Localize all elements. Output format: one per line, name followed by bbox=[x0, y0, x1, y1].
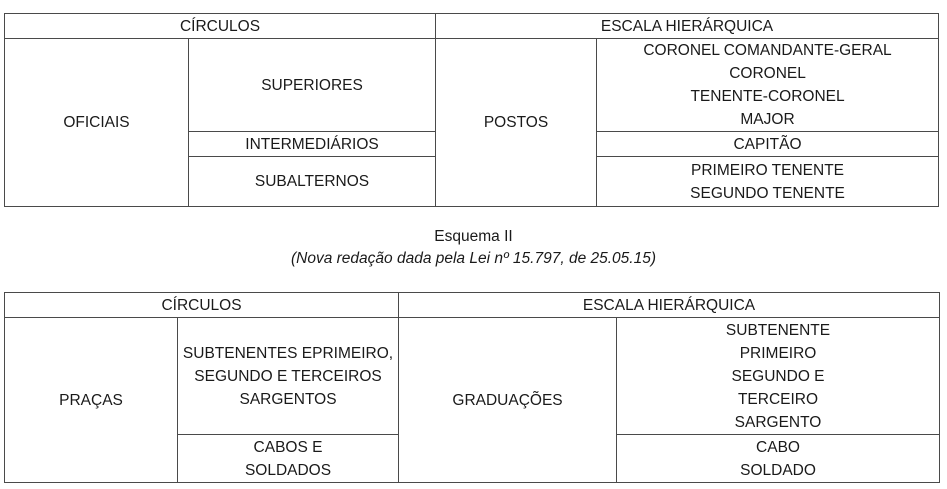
graduacao-item: TERCEIRO bbox=[737, 390, 819, 408]
graduacao-item: SOLDADO bbox=[740, 461, 816, 479]
circulo-superiores: SUPERIORES bbox=[189, 39, 436, 132]
circulo-line: SARGENTOS bbox=[239, 390, 337, 408]
circulo-line: CABOS E bbox=[253, 438, 323, 456]
posto-item: SEGUNDO TENENTE bbox=[690, 184, 845, 202]
circulo-subtenentes-sargentos bbox=[178, 318, 399, 435]
posto-item: TENENTE-CORONEL bbox=[690, 88, 845, 105]
group-pracas: PRAÇAS bbox=[5, 318, 178, 483]
escala-intermediarios bbox=[597, 132, 939, 157]
circulo-subalternos: SUBALTERNOS bbox=[189, 157, 436, 207]
posto-item: PRIMEIRO TENENTE bbox=[691, 161, 845, 179]
circulo-line: SOLDADOS bbox=[244, 461, 332, 479]
category-graduacoes: GRADUAÇÕES bbox=[399, 318, 617, 483]
circulo-cabos-soldados bbox=[178, 435, 399, 483]
oficiais-table bbox=[4, 13, 939, 207]
escala-subtenentes-sargentos bbox=[617, 318, 940, 435]
circulos-header: CÍRCULOS bbox=[5, 293, 399, 318]
redacao-note: (Nova redação dada pela Lei nº 15.797, de 25.05.15) bbox=[290, 250, 656, 267]
graduacao-item: SUBTENENTE bbox=[725, 321, 831, 339]
posto-item: CORONEL bbox=[729, 65, 806, 82]
graduacao-item: PRIMEIRO bbox=[739, 344, 817, 362]
escala-subalternos bbox=[597, 157, 939, 207]
circulo-line: SEGUNDO E TERCEIROS bbox=[194, 367, 382, 385]
escala-cabos-soldados bbox=[617, 435, 940, 483]
circulo-intermediarios: INTERMEDIÁRIOS bbox=[189, 132, 436, 157]
circulos-header: CÍRCULOS bbox=[5, 14, 436, 39]
graduacao-item: CABO bbox=[756, 438, 800, 456]
graduacao-item: SEGUNDO E bbox=[731, 367, 825, 385]
circulo-line: SUBTENENTES EPRIMEIRO, bbox=[182, 344, 394, 362]
esquema-title: Esquema II bbox=[434, 228, 513, 245]
escala-superiores bbox=[597, 39, 939, 132]
esquema-caption bbox=[0, 226, 947, 270]
escala-hierarquica-header: ESCALA HIERÁRQUICA bbox=[436, 14, 939, 39]
category-postos: POSTOS bbox=[436, 39, 597, 207]
posto-item: MAJOR bbox=[740, 111, 795, 128]
posto-item: CORONEL COMANDANTE-GERAL bbox=[643, 42, 892, 59]
escala-hierarquica-header: ESCALA HIERÁRQUICA bbox=[399, 293, 940, 318]
pracas-table bbox=[4, 292, 940, 483]
group-oficiais: OFICIAIS bbox=[5, 39, 189, 207]
posto-item: CAPITÃO bbox=[733, 135, 802, 153]
graduacao-item: SARGENTO bbox=[734, 413, 822, 431]
